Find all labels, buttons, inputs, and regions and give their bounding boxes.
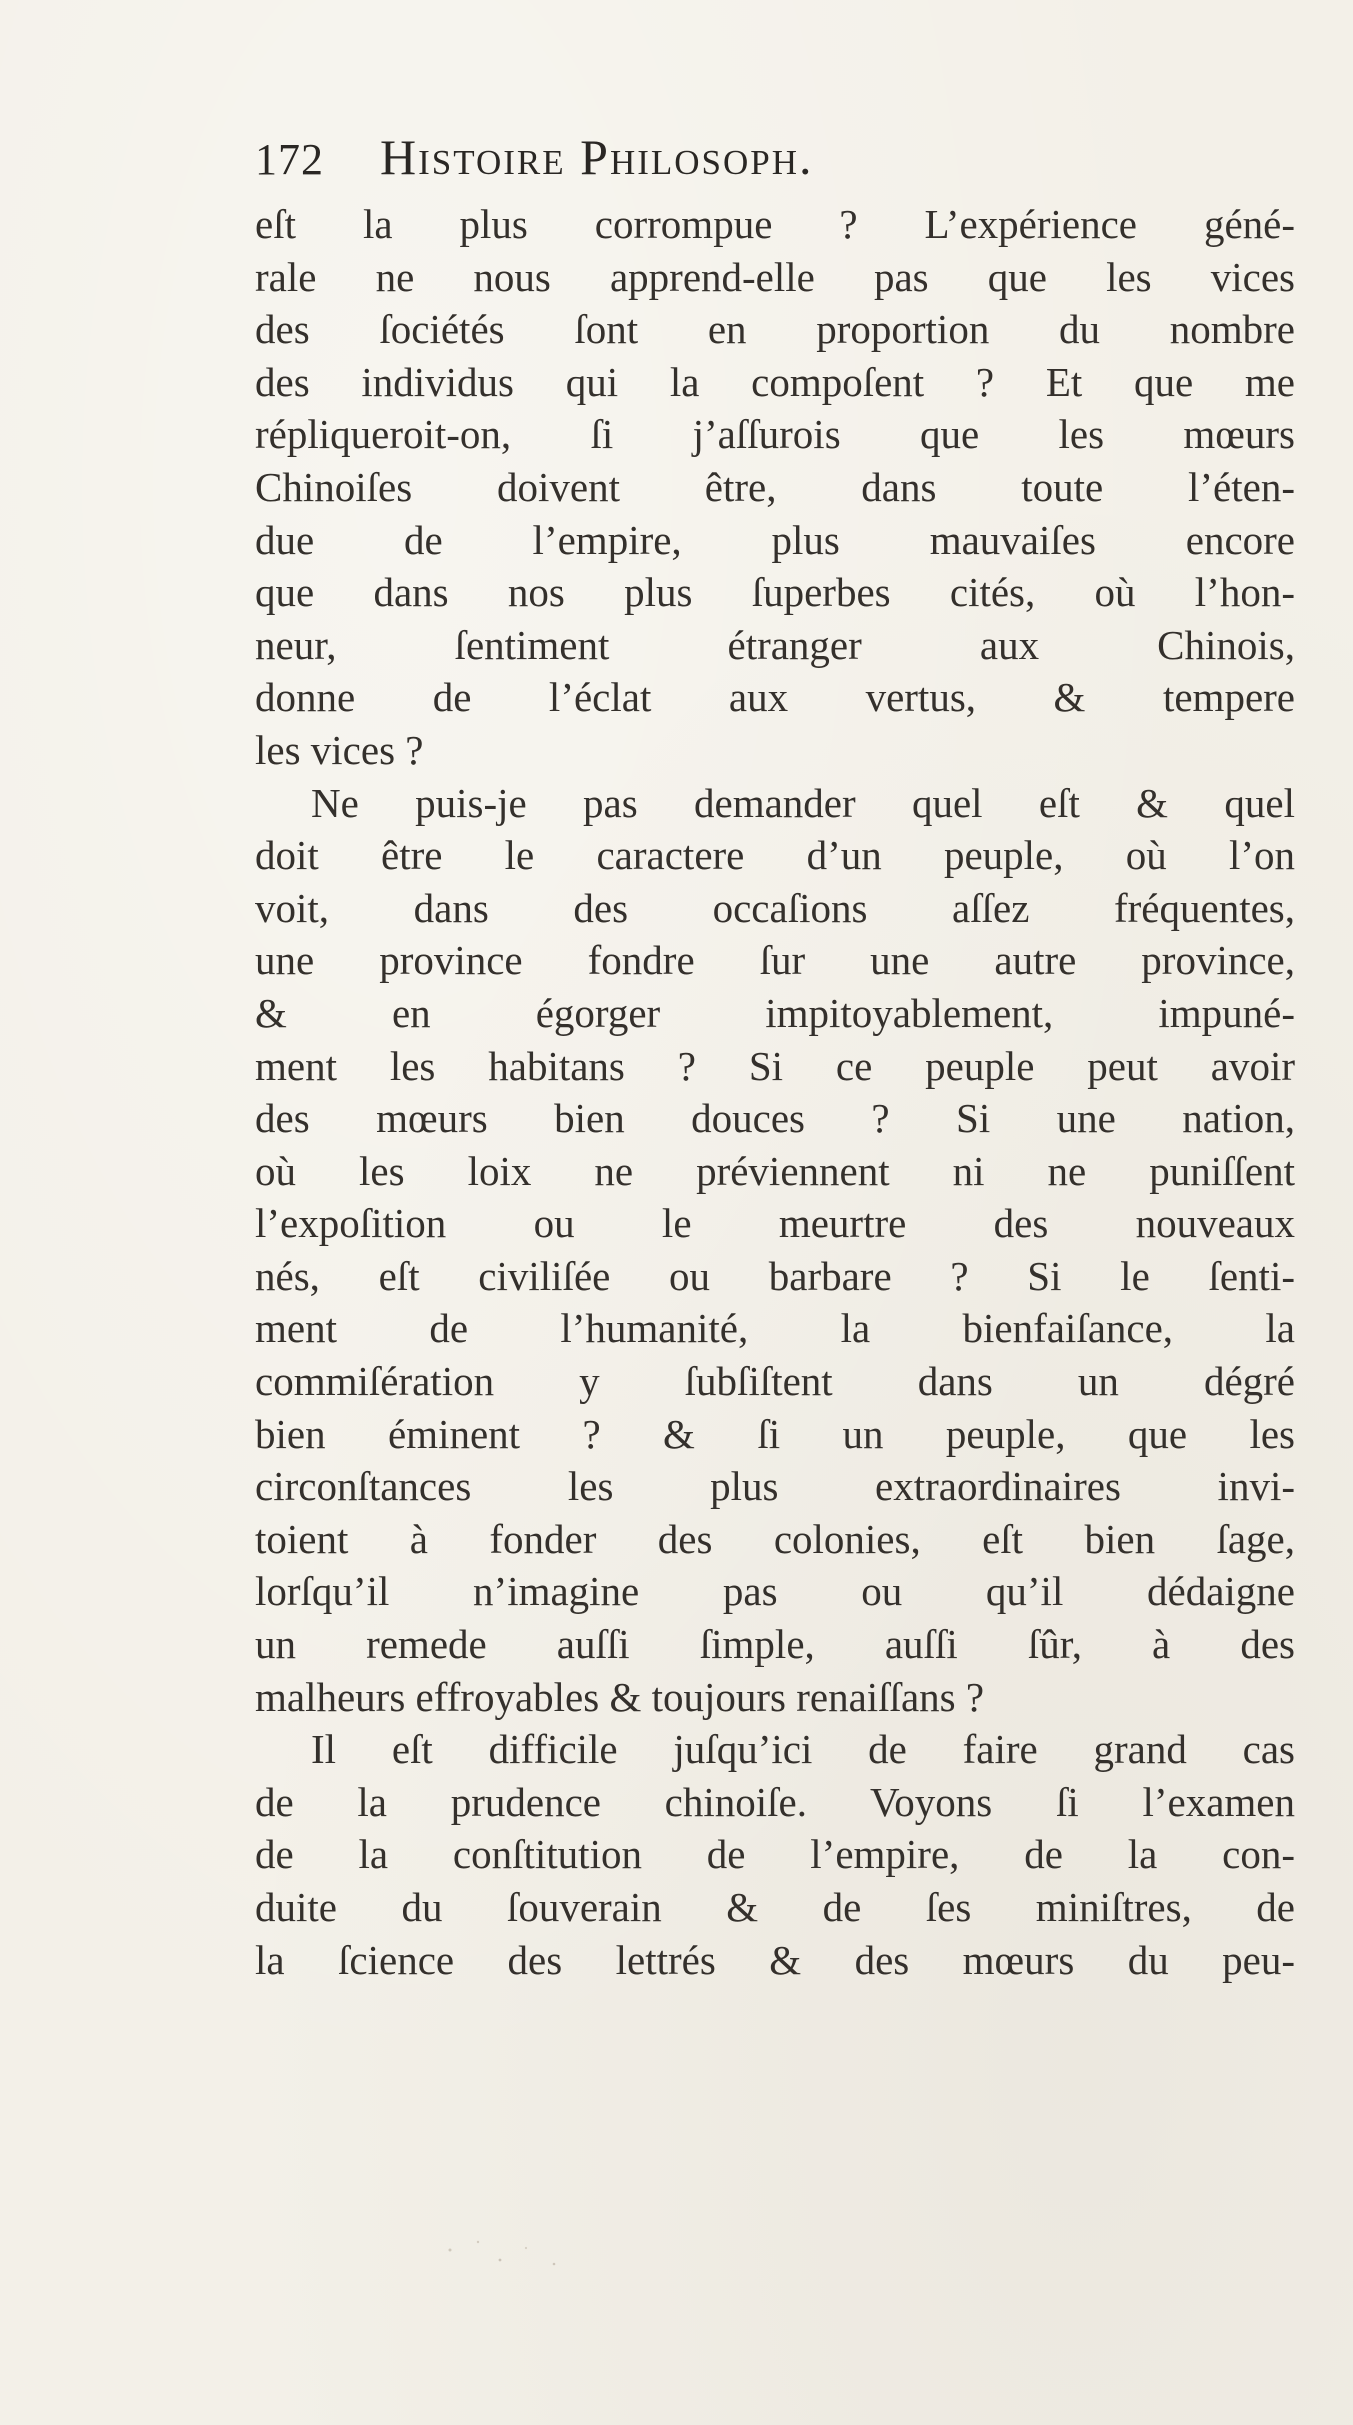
- text-line: nés, eſt civiliſée ou barbare ? Si le ſenti-: [255, 1252, 1295, 1299]
- text-line: que dans nos plus ſuperbes cités, où l’hon-: [255, 569, 1295, 616]
- text-line: où les loix ne préviennent ni ne puniſſent: [255, 1147, 1295, 1194]
- page-text-block: [255, 128, 1295, 1986]
- paragraph-start-line: Ne puis-je pas demander quel eſt & quel: [311, 779, 1295, 826]
- text-line: des mœurs bien douces ? Si une nation,: [255, 1095, 1295, 1142]
- running-head: [255, 128, 1295, 198]
- text-line: due de l’empire, plus mauvaiſes encore: [255, 516, 1295, 563]
- text-line: les vices ?: [255, 726, 424, 773]
- text-line: ment de l’humanité, la bienfaiſance, la: [255, 1305, 1295, 1352]
- text-line: un remede auſſi ſimple, auſſi ſûr, à des: [255, 1621, 1295, 1668]
- body-text: [255, 198, 1295, 1986]
- text-line: la ſcience des lettrés & des mœurs du peu-: [255, 1936, 1295, 1983]
- text-line: des individus qui la compoſent ? Et que me: [255, 358, 1295, 405]
- page-number: 172: [255, 135, 324, 184]
- text-line: une province fondre ſur une autre province,: [255, 937, 1295, 984]
- text-line: & en égorger impitoyablement, impuné-: [255, 989, 1295, 1036]
- text-line: malheurs effroyables & toujours renaiſſans ?: [255, 1673, 985, 1720]
- text-line: neur, ſentiment étranger aux Chinois,: [255, 621, 1295, 668]
- text-line: doit être le caractere d’un peuple, où l’on: [255, 832, 1295, 879]
- text-line: de la conſtitution de l’empire, de la con-: [255, 1831, 1295, 1878]
- text-line: de la prudence chinoiſe. Voyons ſi l’examen: [255, 1778, 1295, 1825]
- text-line: Chinoiſes doivent être, dans toute l’éten-: [255, 463, 1295, 510]
- paragraph-start-line: Il eſt difficile juſqu’ici de faire grand cas: [311, 1726, 1295, 1773]
- text-line: ment les habitans ? Si ce peuple peut avoir: [255, 1042, 1295, 1089]
- text-line: commiſération y ſubſiſtent dans un dégré: [255, 1358, 1295, 1405]
- text-line: circonſtances les plus extraordinaires invi-: [255, 1463, 1295, 1510]
- text-line: lorſqu’il n’imagine pas ou qu’il dédaigne: [255, 1568, 1295, 1615]
- text-line: eſt la plus corrompue ? L’expérience géné-: [255, 201, 1295, 247]
- paper-specks: [430, 2230, 590, 2280]
- text-line: des ſociétés ſont en proportion du nombre: [255, 306, 1295, 353]
- text-line: donne de l’éclat aux vertus, & tempere: [255, 674, 1295, 721]
- text-line: rale ne nous apprend-elle pas que les vices: [255, 253, 1295, 300]
- text-line: duite du ſouverain & de ſes miniſtres, de: [255, 1884, 1295, 1930]
- text-line: toient à fonder des colonies, eſt bien ſage,: [255, 1515, 1295, 1562]
- text-line: voit, dans des occaſions aſſez fréquentes,: [255, 884, 1295, 931]
- text-line: répliqueroit-on, ſi j’aſſurois que les mœurs: [255, 411, 1295, 458]
- text-line: l’expoſition ou le meurtre des nouveaux: [255, 1200, 1295, 1247]
- running-title: Histoire Philosoph.: [380, 129, 814, 185]
- text-line: bien éminent ? & ſi un peuple, que les: [255, 1410, 1295, 1457]
